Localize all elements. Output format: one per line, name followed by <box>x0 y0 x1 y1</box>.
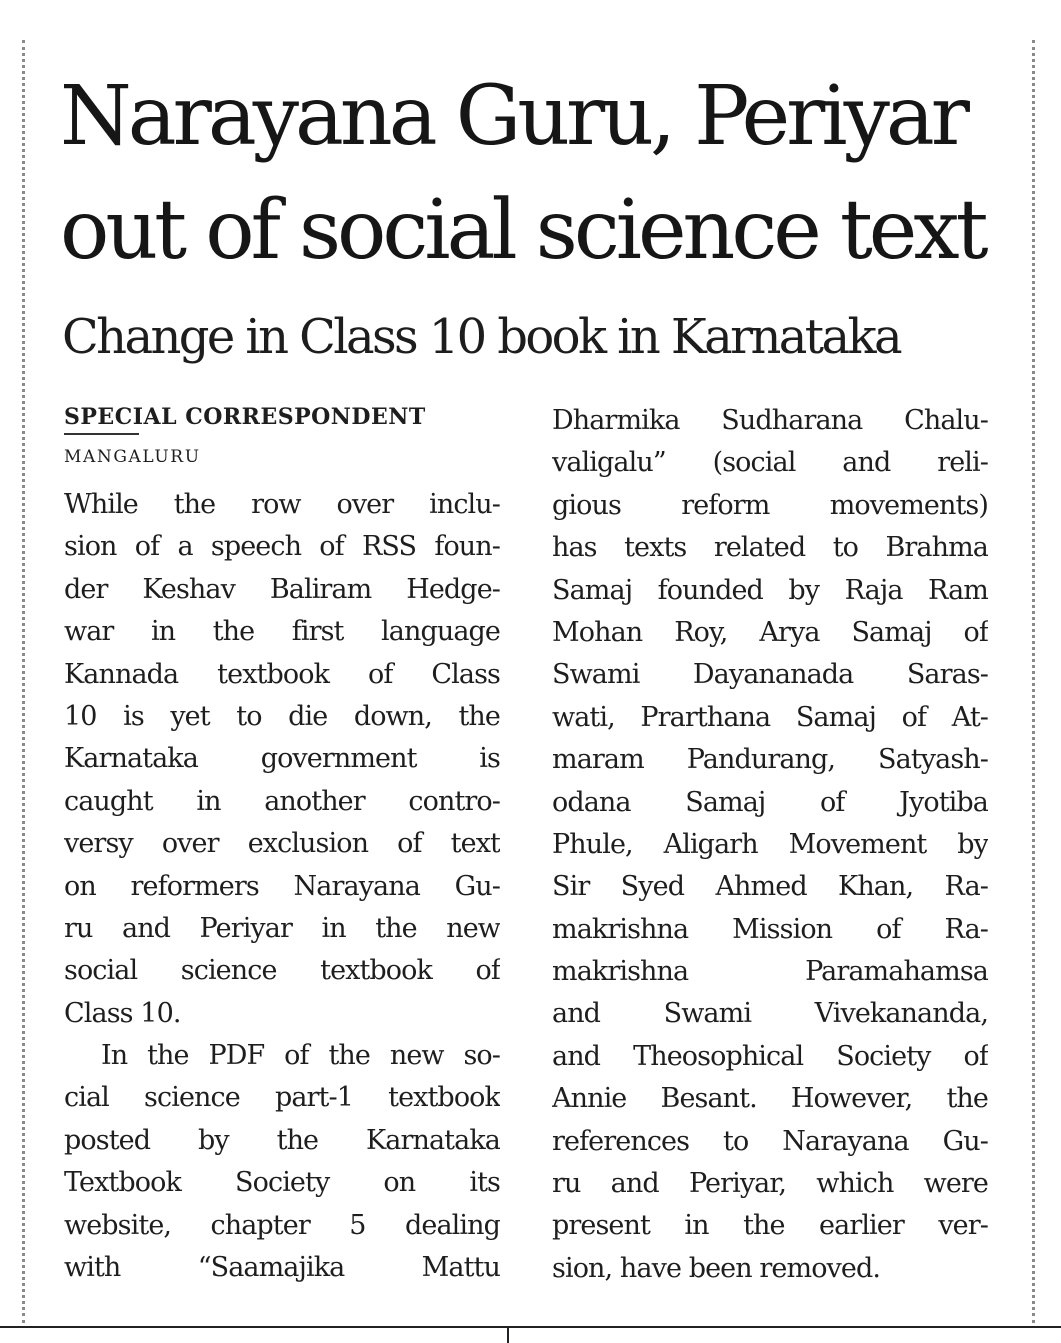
body-line: present in the earlier ver- <box>552 1210 988 1242</box>
body-line: Dharmika Sudharana Chalu- <box>552 405 988 436</box>
body-line: maram Pandurang, Satyash- <box>552 744 988 776</box>
body-line: social science textbook of <box>64 955 500 987</box>
body-line: wati, Prarthana Samaj of At- <box>552 701 988 733</box>
body-line: Sir Syed Ahmed Khan, Ra- <box>552 871 988 903</box>
headline-line: out of social science text <box>60 183 985 278</box>
body-line: website, chapter 5 dealing <box>64 1209 500 1241</box>
body-column-right <box>552 400 988 1290</box>
body-line: references to Narayana Gu- <box>552 1125 988 1157</box>
body-line: Kannada textbook of Class <box>64 658 500 690</box>
body-line: ru and Periyar in the new <box>64 912 500 944</box>
body-line: Textbook Society on its <box>64 1167 500 1199</box>
headline-line: Narayana Guru, Periyar <box>60 69 967 164</box>
body-line: and Swami Vivekananda, <box>552 998 988 1030</box>
body-line: Karnataka government is <box>64 743 500 775</box>
body-line: In the PDF of the new so- <box>101 1040 500 1072</box>
body-line: Mohan Roy, Arya Samaj of <box>552 616 988 648</box>
headline <box>60 60 1020 288</box>
right-column-rule <box>1032 40 1035 1323</box>
subheadline: Change in Class 10 book in Karnataka <box>62 309 900 365</box>
body-line: sion, have been removed. <box>552 1252 881 1284</box>
dateline: MANGALURU <box>64 447 201 467</box>
body-line: war in the first language <box>64 616 500 648</box>
byline: SPECIAL CORRESPONDENT <box>64 404 426 430</box>
body-line: ru and Periyar, which were <box>552 1168 988 1200</box>
body-column-left <box>64 484 500 1289</box>
body-line: makrishna Paramahamsa <box>552 956 988 988</box>
body-line: While the row over inclu- <box>64 489 500 520</box>
body-line: cial science part-1 textbook <box>64 1082 500 1114</box>
body-line: Swami Dayananada Saras- <box>552 659 988 691</box>
body-line: posted by the Karnataka <box>64 1124 500 1156</box>
body-line: caught in another contro- <box>64 785 500 817</box>
body-line: Class 10. <box>64 997 181 1029</box>
body-line: versy over exclusion of text <box>64 828 500 860</box>
body-line: gious reform movements) <box>552 489 988 521</box>
left-column-rule <box>22 40 25 1323</box>
body-line: makrishna Mission of Ra- <box>552 913 988 945</box>
body-line: Annie Besant. However, the <box>552 1083 988 1115</box>
byline-underline <box>64 433 139 435</box>
body-line: has texts related to Brahma <box>552 532 988 564</box>
body-line: 10 is yet to die down, the <box>64 700 500 732</box>
body-line: on reformers Narayana Gu- <box>64 870 500 902</box>
body-line: Samaj founded by Raja Ram <box>552 574 988 606</box>
body-line: Phule, Aligarh Movement by <box>552 828 988 860</box>
bottom-rule <box>0 1326 1061 1328</box>
body-line: odana Samaj of Jyotiba <box>552 786 988 818</box>
body-line: sion of a speech of RSS foun- <box>64 531 500 563</box>
body-line: with “Saamajika Mattu <box>64 1252 500 1284</box>
body-line: valigalu” (social and reli- <box>552 447 988 479</box>
body-line: der Keshav Baliram Hedge- <box>64 573 500 605</box>
column-divider-tick <box>507 1326 509 1343</box>
body-line: and Theosophical Society of <box>552 1040 988 1072</box>
